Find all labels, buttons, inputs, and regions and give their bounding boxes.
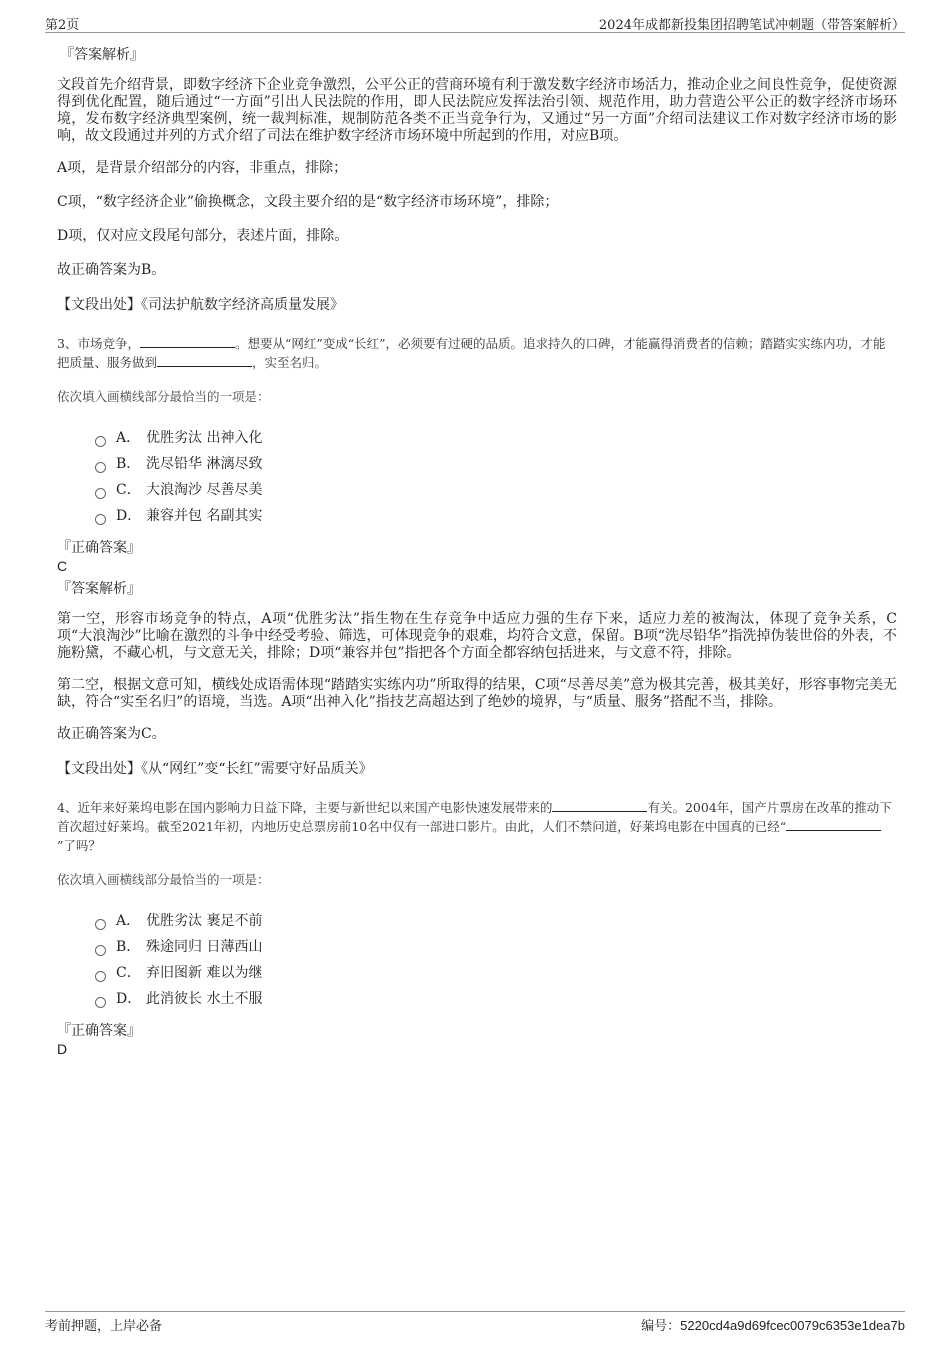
- analysis-conclusion: 故正确答案为C。: [57, 726, 166, 742]
- analysis-conclusion: 故正确答案为B。: [57, 262, 166, 278]
- correct-answer-label: 『正确答案』: [57, 1023, 141, 1039]
- option-a[interactable]: A． 优胜劣汰 裹足不前: [95, 908, 897, 934]
- option-d[interactable]: D． 此消彼长 水土不服: [95, 986, 897, 1012]
- option-c[interactable]: C． 弃旧图新 难以为继: [95, 960, 897, 986]
- document-body: [57, 45, 897, 1062]
- option-a[interactable]: A． 优胜劣汰 出神入化: [95, 425, 897, 451]
- radio-button[interactable]: [95, 971, 106, 982]
- page-footer: [45, 1311, 905, 1334]
- analysis-label: 『答案解析』: [57, 581, 141, 597]
- analysis-paragraph: A项，是背景介绍部分的内容，非重点，排除；: [57, 160, 348, 176]
- source-citation: 【文段出处】《司法护航数字经济高质量发展》: [57, 297, 344, 313]
- page-header: [45, 12, 905, 33]
- question-3-text: 3、市场竞争， 。想要从“网红”变成“长红”，必须要有过硬的品质。追求持久的口碑，才能赢得消费者的信赖；踏踏实实练内功，才能把质量、服务做到 ，实至名归。: [57, 336, 886, 370]
- fill-blank: [157, 354, 252, 367]
- footer-slogan: 考前押题，上岸必备: [45, 1319, 163, 1334]
- fill-blank: [552, 799, 647, 812]
- question-prompt: 依次填入画横线部分最恰当的一项是：: [57, 389, 270, 404]
- fill-blank: [786, 818, 881, 831]
- question-4-text: 4、近年来好莱坞电影在国内影响力日益下降，主要与新世纪以来国产电影快速发展带来的 有关。2004年，国产片票房在改革的推动下首次超过好莱坞。截至2021年初，内地历史总票房前10名中仅有一部进口影片。由此，人们不禁问道，好莱坞电影在中国真的已经“”了吗？: [57, 800, 892, 853]
- page-number: 第2页: [45, 18, 80, 33]
- analysis-label: 『答案解析』: [60, 47, 144, 63]
- analysis-paragraph: 第二空，根据文意可知，横线处成语需体现“踏踏实实练内功”所取得的结果，C项“尽善尽美”意为极其完善，极其美好，形容事物完美无缺，符合“实至名归”的语境，当选。A项“出神入化”指技艺高超达到了绝妙的境界，与“质量、服务”搭配不当，排除。: [57, 677, 897, 710]
- radio-button[interactable]: [95, 488, 106, 499]
- option-b[interactable]: B． 殊途同归 日薄西山: [95, 934, 897, 960]
- radio-button[interactable]: [95, 436, 106, 447]
- analysis-paragraph: D项，仅对应文段尾句部分，表述片面，排除。: [57, 228, 349, 244]
- fill-blank: [140, 335, 235, 348]
- radio-button[interactable]: [95, 997, 106, 1008]
- document-id: 编号：5220cd4a9d69fcec0079c6353e1dea7b: [641, 1318, 905, 1333]
- analysis-paragraph: 文段首先介绍背景，即数字经济下企业竞争激烈，公平公正的营商环境有利于激发数字经济市场活力，推动企业之间良性竞争，促使资源得到优化配置，随后通过“一方面”引出人民法院的作用，即人民法院应发挥法治引领、规范作用，助力营造公平公正的数字经济市场环境，发布数字经济典型案例，统一裁判标准，规制防范各类不正当竞争行为，又通过“另一方面”介绍司法建议工作对数字经济市场的影响，故文段通过并列的方式介绍了司法在维护数字经济市场环境中所起到的作用，对应B项。: [57, 77, 897, 144]
- radio-button[interactable]: [95, 514, 106, 525]
- option-list: [95, 908, 897, 1012]
- correct-answer-label: 『正确答案』: [57, 540, 141, 556]
- radio-button[interactable]: [95, 919, 106, 930]
- correct-answer: D: [57, 1041, 68, 1057]
- option-list: [95, 425, 897, 529]
- correct-answer: C: [57, 558, 68, 574]
- option-c[interactable]: C． 大浪淘沙 尽善尽美: [95, 477, 897, 503]
- radio-button[interactable]: [95, 462, 106, 473]
- analysis-paragraph: C项，“数字经济企业”偷换概念，文段主要介绍的是“数字经济市场环境”，排除；: [57, 194, 559, 210]
- analysis-paragraph: 第一空，形容市场竞争的特点，A项“优胜劣汰”指生物在生存竞争中适应力强的生存下来，适应力差的被淘汰，体现了竞争关系，C项“大浪淘沙”比喻在激烈的斗争中经受考验、筛选，可体现竞争的艰难，均符合文意，保留。B项“洗尽铅华”指洗掉伪装世俗的外表，不施粉黛，不藏心机，与文意无关，排除；D项“兼容并包”指把各个方面全都容纳包括进来，与文意不符，排除。: [57, 611, 897, 661]
- source-citation: 【文段出处】《从“网红”变“长红”需要守好品质关》: [57, 761, 373, 777]
- option-d[interactable]: D． 兼容并包 名副其实: [95, 503, 897, 529]
- option-b[interactable]: B． 洗尽铅华 淋漓尽致: [95, 451, 897, 477]
- radio-button[interactable]: [95, 945, 106, 956]
- question-prompt: 依次填入画横线部分最恰当的一项是：: [57, 872, 270, 887]
- document-title: 2024年成都新投集团招聘笔试冲刺题（带答案解析）: [598, 18, 905, 33]
